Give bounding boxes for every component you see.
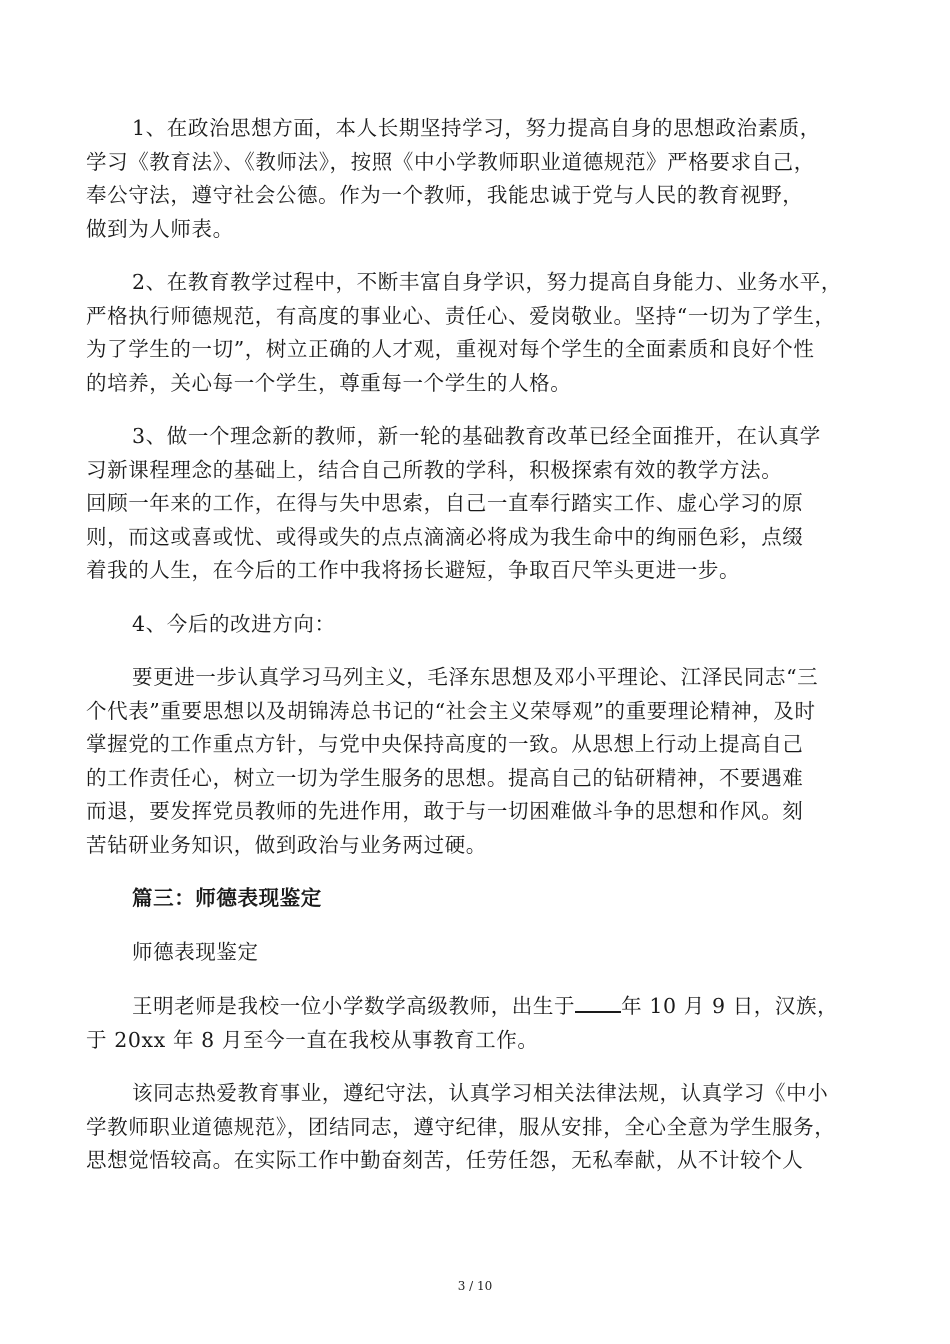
text-line: 着我的人生，在今后的工作中我将扬长避短，争取百尺竿头更进一步。: [86, 558, 741, 582]
text-line: 严格执行师德规范，有高度的事业心、责任心、爱岗敬业。坚持“一切为了学生，: [86, 303, 836, 328]
text-line: 要更进一步认真学习马列主义，毛泽东思想及邓小平理论、江泽民同志“三: [132, 665, 819, 689]
text-line: 该同志热爱教育事业，遵纪守法，认真学习相关法律法规，认真学习《中小: [132, 1081, 829, 1105]
text-line: 3、做一个理念新的教师，新一轮的基础教育改革已经全面推开，在认真学: [132, 424, 821, 448]
text-line: 思想觉悟较高。在实际工作中勤奋刻苦，任劳任怨，无私奉献，从不计较个人: [86, 1148, 804, 1172]
paragraph-improvement-body: [86, 661, 886, 862]
text-line: 年 10 月 9 日，汉族，: [621, 994, 839, 1018]
text-line: 学教师职业道德规范》，团结同志，遵守纪律，服从安排，全心全意为学生服务，: [86, 1114, 836, 1139]
paragraph-political-thought: [86, 112, 886, 246]
text-line: 1、在政治思想方面，本人长期坚持学习，努力提高自身的思想政治素质，: [132, 116, 821, 140]
text-line: 师德表现鉴定: [132, 939, 259, 964]
text-line: 奉公守法，遵守社会公德。作为一个教师，我能忠诚于党与人民的教育视野，: [86, 183, 804, 207]
paragraph-new-concept-teacher: [86, 420, 886, 588]
text-line: 个代表”重要思想以及胡锦涛总书记的“社会主义荣辱观”的重要理论精神，及时: [86, 698, 816, 723]
birth-year-blank: [575, 989, 621, 1013]
section-heading: 篇三：师德表现鉴定: [132, 886, 322, 910]
text-line: 则，而这或喜或忧、或得或失的点点滴滴必将成为我生命中的绚丽色彩，点缀: [86, 524, 804, 549]
paragraph-improvement-heading: [86, 608, 886, 642]
text-line: 回顾一年来的工作，在得与失中思索，自己一直奉行踏实工作、虚心学习的原: [86, 491, 804, 515]
text-line: 王明老师是我校一位小学数学高级教师，出生于: [132, 994, 576, 1018]
text-line: 苦钻研业务知识，做到政治与业务两过硬。: [86, 832, 487, 857]
section-subtitle: [86, 936, 886, 970]
text-line: 的培养，关心每一个学生，尊重每一个学生的人格。: [86, 370, 572, 395]
page-number: 3 / 10: [457, 1279, 493, 1293]
text-line: 4、今后的改进方向：: [132, 611, 336, 636]
document-page: [86, 112, 886, 1178]
paragraph-teacher-intro: [86, 989, 886, 1057]
text-line: 为了学生的一切”，树立正确的人才观，重视对每个学生的全面素质和良好个性: [86, 337, 815, 361]
paragraph-teaching-process: [86, 266, 886, 400]
text-line: 的工作责任心，树立一切为学生服务的思想。提高自己的钻研精神，不要遇难: [86, 765, 804, 790]
text-line: 而退，要发挥党员教师的先进作用，敢于与一切困难做斗争的思想和作风。刻: [86, 799, 804, 823]
text-line: 2、在教育教学过程中，不断丰富自身学识，努力提高自身能力、业务水平，: [132, 270, 842, 294]
paragraph-teacher-evaluation: [86, 1077, 886, 1178]
text-line: 于 20xx 年 8 月至今一直在我校从事教育工作。: [86, 1027, 539, 1052]
text-line: 习新课程理念的基础上，结合自己所教的学科，积极探索有效的教学方法。: [86, 457, 783, 482]
text-line: 掌握党的工作重点方针，与党中央保持高度的一致。从思想上行动上提高自己: [86, 732, 804, 756]
text-line: 做到为人师表。: [86, 216, 234, 241]
text-line: 学习《教育法》、《教师法》，按照《中小学教师职业道德规范》严格要求自己，: [86, 149, 815, 174]
